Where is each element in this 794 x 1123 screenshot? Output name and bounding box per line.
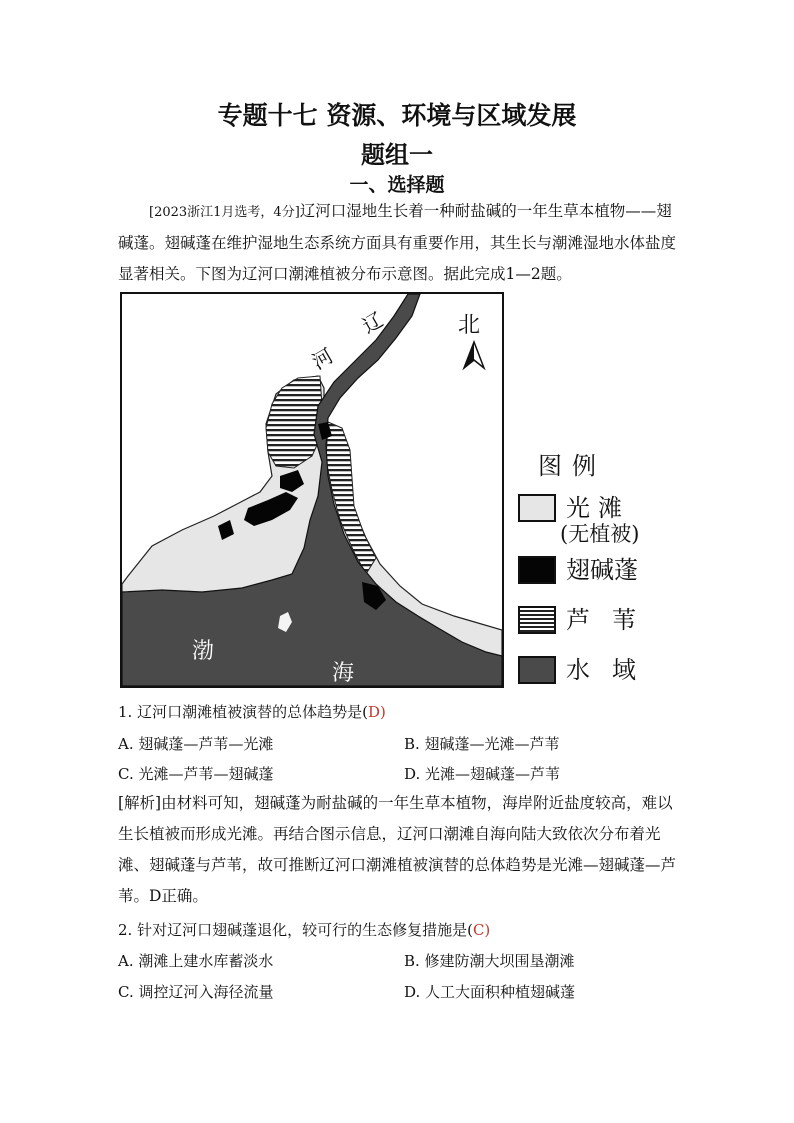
question-2-option-b: B. 修建防潮大坝围垦潮滩 [404,952,575,970]
question-1-analysis: [解析]由材料可知，翅碱蓬为耐盐碱的一年生草本植物，海岸附近盐度较高，难以生长植被而形成光滩。再结合图示信息，辽河口潮滩自海向陆大致依次分布着光滩、翅碱蓬与芦苇，故可推断辽河口潮滩植被演替的总体趋势是光滩—翅碱蓬—芦苇。D正确。 [118,794,677,905]
question-2-option-c: C. 调控辽河入海径流量 [118,983,274,1001]
question-1-option-d: D. 光滩—翅碱蓬—芦苇 [404,765,561,783]
legend-item-suaeda [516,552,686,598]
legend-item-bare [516,490,686,546]
question-2-answer: C [472,921,485,939]
legend-sub-bare: (无植被) [560,522,640,546]
legend-label-reed: 芦苇 [566,606,658,634]
group-title: 题组一 [361,140,433,169]
legend-swatch-bare [518,494,556,522]
section-title: 一、选择题 [349,174,445,196]
map-label-north: 北 [458,313,481,338]
legend-item-reed [516,602,686,648]
legend-label-suaeda: 翅碱蓬 [566,556,638,584]
page-title: 专题十七 资源、环境与区域发展 [217,101,577,130]
legend-swatch-water [518,656,556,684]
question-1-option-a: A. 翅碱蓬—芦苇—光滩 [118,735,274,753]
map-label-he: 河 [307,343,338,375]
map-label-bo: 渤 [192,639,215,664]
map-label-hai: 海 [332,661,355,686]
question-2-stem: 2. 针对辽河口翅碱蓬退化，较可行的生态修复措施是(C) [118,921,491,939]
question-1-answer: D [367,703,380,721]
question-2-option-a: A. 潮滩上建水库蓄淡水 [118,952,274,970]
legend-swatch-reed [518,606,556,634]
legend-label-water: 水域 [566,656,658,684]
intro-text: 辽河口湿地生长着一种耐盐碱的一年生草本植物——翅碱蓬。翅碱蓬在维护湿地生态系统方面具有重要作用，其生长与潮滩湿地水体盐度显著相关。下图为辽河口潮滩植被分布示意图。据此完成1—2题。 [118,202,677,283]
legend-label-bare: 光滩 [566,494,630,522]
map-legend [516,446,686,692]
legend-swatch-suaeda [518,556,556,584]
map-label-liao: 辽 [357,307,388,339]
legend-item-water [516,652,686,698]
north-arrow-icon [464,342,484,368]
question-1-option-b: B. 翅碱蓬—光滩—芦苇 [404,735,560,753]
question-1-option-c: C. 光滩—芦苇—翅碱蓬 [118,765,274,783]
question-1-stem: 1. 辽河口潮滩植被演替的总体趋势是(D) [118,703,386,721]
intro-paragraph [118,196,680,290]
question-2-option-d: D. 人工大面积种植翅碱蓬 [404,983,576,1001]
legend-title: 图例 [538,452,606,480]
map-svg [122,294,502,686]
liaohe-estuary-map [120,292,504,688]
source-tag: [2023浙江1月选考，4分] [149,205,300,220]
